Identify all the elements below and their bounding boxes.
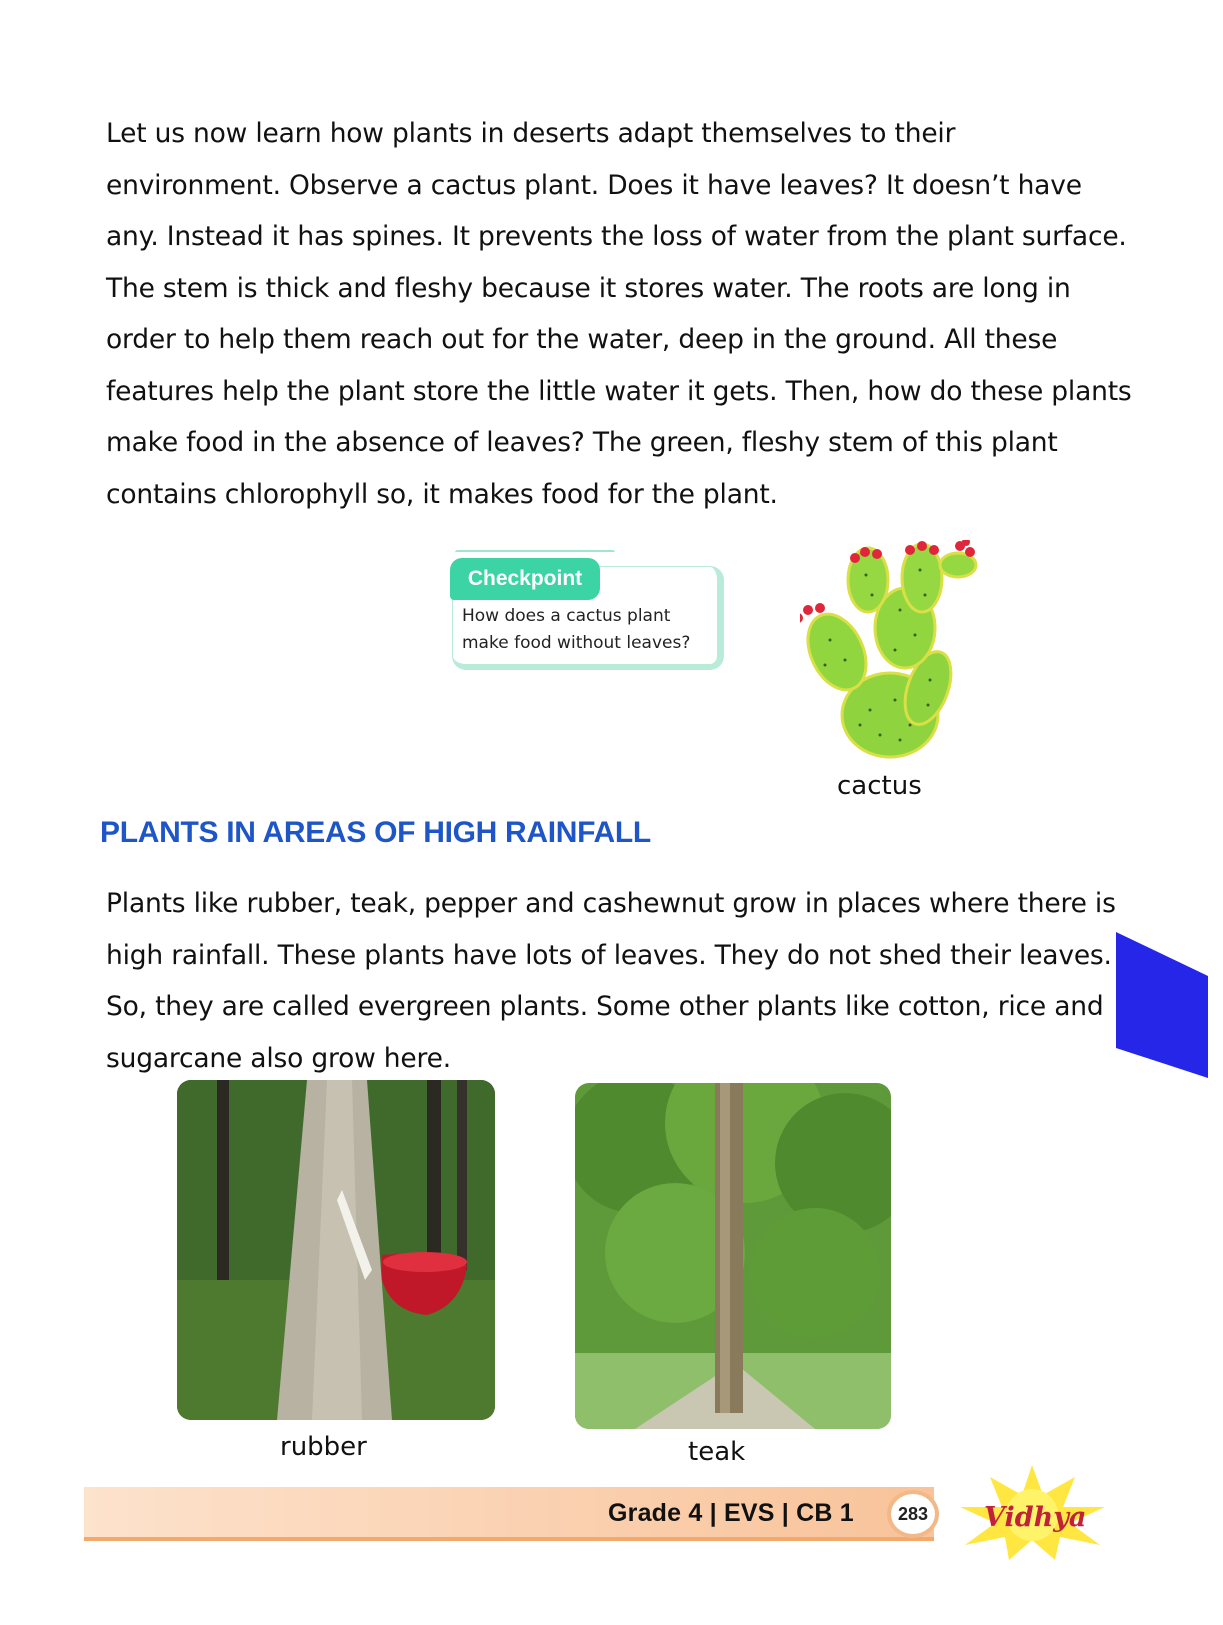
- cactus-illustration: [800, 540, 1000, 765]
- cactus-caption: cactus: [837, 771, 922, 801]
- checkpoint-question: How does a cactus plant make food without leaves?: [462, 606, 691, 653]
- checkpoint-decor-line: [455, 550, 615, 555]
- side-tab-marker: [1116, 932, 1208, 1082]
- teak-tree-photo: [575, 1083, 891, 1429]
- rubber-caption: rubber: [280, 1432, 367, 1462]
- checkpoint-label: Checkpoint: [450, 558, 600, 600]
- vidhya-logo-text: Vidhya: [984, 1502, 1087, 1533]
- teak-caption: teak: [688, 1437, 746, 1467]
- footer-grade-subject: Grade 4 | EVS | CB 1: [608, 1499, 854, 1527]
- rubber-tree-photo: [177, 1080, 495, 1420]
- section-heading: PLANTS IN AREAS OF HIGH RAINFALL: [100, 816, 651, 849]
- rainfall-plants-paragraph: Plants like rubber, teak, pepper and cashewnut grow in places where there is high rainfall. These plants have lots of leaves. They do not shed their leaves. So, they are called evergreen plants. Some other plants like cotton, rice and sugarcane also grow here.: [106, 888, 1116, 1074]
- desert-plants-paragraph: Let us now learn how plants in deserts adapt themselves to their environment. Observe a cactus plant. Does it have leaves? It doesn’t have any. Instead it has spines. It prevents the loss of water from the plant surface. The stem is thick and fleshy because it stores water. The roots are long in order to help them reach out for the water, deep in the ground. All these features help the plant store the little water it gets. Then, how do these plants make food in the absence of leaves? The green, fleshy stem of this plant contains chlorophyll so, it makes food for the plant.: [106, 118, 1132, 510]
- page-number: 283: [887, 1490, 939, 1538]
